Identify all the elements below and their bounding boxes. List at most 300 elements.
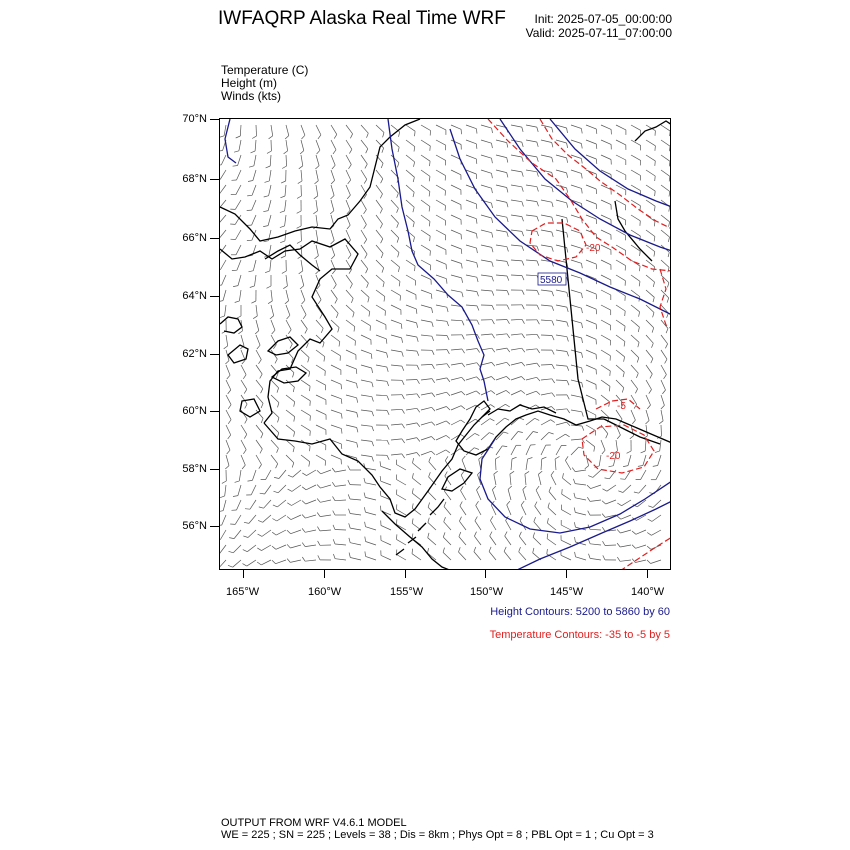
wind-barb [361, 155, 367, 164]
wind-barb-feather [300, 151, 304, 154]
wind-barb-feather [491, 405, 495, 408]
wind-barb [451, 170, 461, 175]
wind-barb-feather [298, 181, 302, 184]
wind-barb [436, 435, 446, 440]
wind-barb-feather [317, 513, 320, 517]
wind-barb [406, 335, 417, 337]
wind-barb [623, 485, 631, 493]
wind-barb [391, 215, 399, 223]
wind-barb-feather [432, 336, 434, 341]
wind-barb-feather [263, 226, 268, 227]
wind-barb-feather [492, 348, 495, 352]
wind-barb-feather [381, 253, 383, 258]
wind-barb-feather [537, 305, 539, 310]
wind-barb-feather [252, 136, 256, 139]
wind-barb-feather [477, 349, 480, 353]
wind-barb-feather [492, 233, 493, 238]
wind-barb [601, 245, 611, 250]
wind-barb [646, 245, 655, 252]
wind-barb-feather [582, 383, 583, 388]
wind-barb [335, 544, 346, 545]
wind-barb [391, 335, 402, 338]
wind-barb-feather [428, 533, 429, 538]
wind-barb-feather [417, 438, 420, 442]
wind-barb-feather [417, 380, 420, 384]
wind-barb [331, 425, 341, 429]
wind-barb-feather [537, 377, 540, 381]
coastline-kenai-islands [396, 499, 444, 555]
wind-barb [331, 335, 340, 342]
wind-barb [661, 350, 667, 359]
wind-barb-feather [364, 507, 365, 512]
wind-barb [521, 505, 526, 515]
wind-barb-feather [429, 457, 431, 462]
wind-barb [252, 185, 256, 195]
wind-barb-feather [567, 203, 568, 208]
wind-barb-feather [268, 301, 272, 304]
wind-barb-feather [294, 402, 295, 407]
wind-barb [346, 320, 355, 327]
wind-barb [451, 245, 461, 249]
wind-barb [316, 455, 326, 461]
wind-barb-feather [323, 343, 324, 348]
wind-barb-feather [537, 261, 539, 266]
wind-barb-feather [625, 311, 626, 316]
wind-barb [436, 215, 446, 221]
wind-barb-feather [582, 412, 584, 417]
wind-barb [571, 305, 582, 308]
wind-barb [466, 200, 476, 204]
wind-barb [631, 215, 640, 221]
temp-contour-closed-s [582, 425, 654, 473]
wind-barb [361, 170, 367, 179]
wind-barb [628, 455, 631, 466]
wind-barb [436, 230, 446, 235]
wind-barb-feather [402, 454, 405, 458]
wind-barb-feather [491, 377, 495, 381]
wind-barb [331, 170, 335, 180]
wind-barb [421, 185, 430, 192]
wind-barb [301, 260, 303, 271]
wind-barb-feather [349, 269, 352, 273]
wind-barb-feather [265, 181, 270, 183]
wind-barb [421, 393, 432, 395]
wind-barb [631, 125, 641, 130]
wind-barb [421, 379, 432, 380]
wind-barb-feather [371, 354, 372, 359]
wind-barb-feather [387, 410, 389, 415]
wind-barb [361, 140, 368, 149]
wind-barb [406, 185, 414, 192]
wind-barb [571, 290, 582, 293]
wind-barb-feather [492, 218, 493, 223]
wind-barb [593, 470, 601, 477]
wind-barb [496, 390, 506, 395]
wind-barb [292, 485, 301, 491]
wind-barb-feather [552, 247, 554, 252]
wind-barb [526, 215, 537, 216]
wind-barb-feather [382, 148, 384, 153]
wind-barb-feather [334, 285, 337, 289]
wind-barb-feather [277, 448, 279, 453]
wind-barb-feather [349, 523, 351, 528]
wind-barb-feather [282, 271, 286, 273]
wind-barb-feather [668, 252, 669, 257]
wind-barb [346, 425, 357, 428]
wind-barb-feather [285, 136, 289, 139]
wind-barb [291, 530, 301, 534]
wind-barb-feather [267, 286, 272, 288]
wind-barb [474, 552, 481, 560]
wind-barb-feather [582, 188, 583, 193]
wind-barb [412, 493, 421, 500]
wind-barb [421, 422, 432, 425]
wind-barb-feather [324, 357, 325, 362]
wind-barb [226, 410, 231, 420]
wind-barb-feather [431, 451, 435, 454]
wind-barb [346, 350, 356, 355]
wind-barb-feather [387, 396, 389, 401]
wind-barb [316, 365, 325, 371]
wind-barb [365, 512, 376, 515]
wind-barb [496, 185, 507, 188]
wind-barb-feather [228, 565, 233, 567]
wind-barb-feather [417, 423, 420, 427]
wind-barb-feather [348, 494, 350, 499]
wind-barb [266, 470, 271, 480]
wind-barb [293, 470, 301, 477]
wind-barb-feather [357, 428, 358, 433]
wind-barb [505, 536, 511, 545]
wind-barb-feather [638, 327, 639, 332]
wind-barb [406, 380, 417, 381]
wind-barb-feather [365, 254, 367, 258]
wind-barb-feather [639, 312, 640, 317]
wind-barb-feather [655, 161, 656, 166]
wind-barb-feather [603, 541, 606, 545]
wind-barb-feather [365, 522, 366, 527]
wind-barb-feather [476, 159, 477, 164]
wind-barb-feather [364, 239, 367, 243]
lat-tick [210, 238, 219, 239]
wind-barb-feather [638, 466, 643, 467]
wind-barb-feather [508, 486, 512, 489]
wind-barb [541, 305, 552, 306]
wind-barb-feather [582, 278, 583, 283]
wind-barb [616, 260, 626, 266]
wind-barb [256, 455, 262, 465]
wind-barb-feather [495, 457, 499, 460]
wind-barb-feather [537, 157, 539, 162]
wind-barb [590, 529, 601, 530]
wind-barb-feather [492, 486, 496, 490]
wind-barb [331, 410, 341, 414]
wind-barb [571, 260, 582, 263]
wind-barb-feather [477, 292, 479, 297]
wind-barb-feather [348, 255, 351, 259]
wind-barb-feather [582, 293, 583, 298]
wind-barb [421, 155, 430, 161]
wind-barb [301, 320, 307, 329]
wind-barb [556, 170, 567, 173]
wind-barb [511, 200, 522, 202]
wind-barb-feather [273, 505, 278, 507]
wind-barb-feather [399, 132, 400, 137]
wind-barb [511, 445, 516, 455]
wind-barb-feather [552, 336, 554, 341]
wind-barb-feather [618, 491, 623, 493]
wind-barb [306, 500, 316, 504]
wind-barb [270, 155, 271, 166]
wind-barb-feather [610, 371, 611, 376]
wind-barb [526, 140, 537, 142]
wind-barb [586, 155, 596, 159]
wind-barb-feather [315, 166, 319, 169]
wind-barb [444, 491, 451, 500]
wind-barb [481, 348, 492, 350]
wind-barb-feather [567, 248, 568, 253]
wind-barb-feather [288, 475, 293, 477]
wind-barb [466, 215, 476, 219]
wind-barb-feather [574, 522, 575, 527]
wind-barb [239, 470, 241, 481]
wind-barb [541, 432, 549, 440]
wind-barb [601, 155, 611, 160]
wind-barb-feather [233, 496, 238, 497]
wind-barb-feather [331, 196, 335, 200]
wind-barb [511, 391, 521, 396]
wind-barb [616, 320, 625, 326]
wind-barb-feather [294, 432, 295, 437]
wind-barb [646, 290, 654, 297]
wind-barb-feather [552, 321, 554, 326]
wind-barb-feather [537, 142, 538, 147]
wind-barb-feather [617, 529, 620, 533]
wind-barb [241, 455, 245, 465]
wind-barb [459, 537, 466, 545]
wind-barb-feather [522, 187, 524, 192]
lon-label-155: 155°W [390, 586, 424, 598]
wind-barb-feather [220, 511, 223, 512]
wind-barb-feather [367, 283, 369, 288]
wind-barb [271, 290, 272, 301]
wind-barb [301, 155, 303, 166]
wind-barb [481, 140, 492, 143]
wind-barb [376, 380, 387, 381]
wind-barb-feather [417, 365, 419, 370]
wind-barb-feather [620, 479, 625, 480]
wind-barb-feather [461, 420, 465, 423]
wind-barb [381, 555, 391, 560]
wind-barb [397, 495, 407, 501]
wind-barb-feather [533, 432, 538, 433]
wind-barb-feather [602, 450, 605, 454]
wind-barb [556, 380, 567, 381]
wind-barb-feather [477, 486, 480, 490]
wind-barb [511, 334, 522, 335]
wind-barb [346, 335, 355, 341]
wind-barb-feather [247, 195, 252, 196]
wind-barb [541, 459, 542, 470]
wind-barb [335, 530, 346, 531]
wind-barb [631, 170, 641, 176]
wind-barb [601, 335, 611, 340]
wind-barb [321, 485, 332, 488]
wind-barb [575, 484, 586, 485]
wind-barb [268, 215, 271, 226]
wind-barb-feather [638, 342, 639, 347]
wind-barb-feather [582, 263, 583, 268]
wind-barb [481, 260, 492, 262]
wind-barb-feather [582, 323, 583, 328]
wind-barb [346, 290, 353, 298]
wind-barb-feather [522, 217, 524, 222]
temperature-contours-caption: Temperature Contours: -35 to -5 by 5 [489, 629, 670, 641]
wind-barb-feather [250, 286, 255, 288]
wind-barb [226, 380, 231, 390]
wind-barb [301, 140, 304, 151]
wind-barb [301, 350, 309, 358]
wind-barb-feather [245, 419, 247, 423]
wind-barb [406, 394, 417, 395]
wind-barb-feather [567, 158, 568, 163]
wind-barb [556, 445, 561, 455]
wind-barb-feather [582, 338, 583, 343]
wind-barb [586, 305, 596, 309]
wind-barb [481, 433, 489, 440]
wind-barb [616, 200, 626, 205]
wind-barb-feather [507, 247, 509, 252]
wind-barb-feather [349, 553, 350, 558]
wind-barb-feather [460, 502, 462, 506]
wind-barb [511, 362, 522, 365]
wind-barb [391, 320, 401, 324]
wind-barb [601, 230, 611, 235]
wind-barb [496, 334, 507, 335]
wind-barb-feather [253, 316, 257, 319]
wind-barb [555, 459, 556, 470]
wind-barb [316, 305, 322, 314]
wind-barb-feather [659, 421, 663, 424]
wind-barb-feather [347, 195, 350, 199]
wind-barb [421, 140, 430, 146]
wind-barb-feather [492, 143, 493, 148]
wind-barb [346, 365, 356, 369]
wind-barb [481, 245, 492, 247]
wind-barb [331, 305, 338, 313]
wind-barb [561, 555, 571, 560]
wind-barb [269, 245, 271, 256]
wind-barb-feather [220, 301, 223, 302]
wind-barb [459, 521, 466, 530]
wind-barb-feather [632, 545, 636, 549]
wind-barb-feather [387, 367, 388, 372]
wind-barb [361, 410, 372, 411]
wind-barb [534, 522, 541, 530]
temp-contour-east [660, 269, 671, 329]
coastline-st-lawrence [220, 317, 242, 333]
wind-barb [361, 455, 372, 457]
wind-barb [276, 545, 286, 549]
field-height: Height (m) [221, 76, 278, 90]
wind-barb [301, 275, 304, 286]
wind-barb-feather [264, 241, 269, 242]
wind-barb [616, 125, 626, 130]
wind-barb-feather [341, 444, 342, 449]
wind-barb-feather [259, 507, 264, 508]
wind-barb-feather [461, 249, 462, 254]
wind-barb-feather [220, 136, 224, 138]
wind-barb [428, 523, 436, 531]
wind-barb [421, 215, 430, 221]
wind-barb [631, 275, 640, 281]
wind-barb-feather [476, 129, 477, 134]
wind-barb [599, 455, 601, 466]
wind-barb [511, 215, 522, 217]
wind-barb [331, 365, 341, 370]
wind-barb [496, 418, 505, 425]
height-contour-low [480, 439, 671, 533]
wind-barb [238, 275, 241, 286]
wind-barb [406, 305, 416, 309]
wind-barb-feather [534, 517, 536, 522]
wind-barb-feather [357, 413, 358, 418]
wind-barb-feather [490, 419, 495, 421]
wind-barb [421, 170, 430, 176]
wind-barb [548, 508, 556, 516]
wind-barb-feather [489, 547, 491, 552]
wind-barb [316, 380, 326, 385]
wind-barb-feather [521, 501, 524, 505]
wind-barb-feather [430, 236, 431, 241]
wind-barb-feather [353, 313, 354, 318]
wind-barb-feather [290, 344, 292, 348]
wind-barb [556, 230, 567, 233]
wind-barb-feather [414, 162, 415, 167]
wind-barb-feather [537, 127, 538, 132]
wind-barb [249, 515, 256, 523]
wind-barb [556, 365, 567, 366]
wind-barb [631, 185, 641, 191]
wind-barb [406, 438, 417, 440]
wind-barb-feather [538, 471, 542, 474]
wind-barb [235, 200, 241, 209]
wind-barb-feather [632, 420, 635, 424]
wind-barb-feather [402, 395, 404, 399]
wind-barb-feather [429, 221, 430, 226]
wind-barb [563, 478, 572, 485]
wind-barb-feather [402, 409, 405, 413]
wind-barb [571, 410, 582, 412]
wind-barb [220, 230, 226, 239]
wind-barb-feather [305, 329, 307, 333]
wind-barb [361, 200, 366, 210]
wind-barb-feather [272, 532, 276, 535]
wind-barb [436, 170, 446, 176]
wind-barb [451, 320, 462, 321]
wind-barb [571, 140, 581, 144]
wind-barb [331, 350, 340, 356]
wind-barb [461, 491, 467, 501]
wind-barb [496, 348, 507, 350]
wind-barb-feather [233, 286, 238, 287]
wind-barb-feather [429, 207, 430, 212]
wind-barb [504, 551, 511, 560]
wind-barb [646, 410, 649, 421]
wind-barb-feather [432, 322, 433, 327]
wind-barb-feather [507, 188, 508, 193]
wind-barb [262, 530, 271, 536]
